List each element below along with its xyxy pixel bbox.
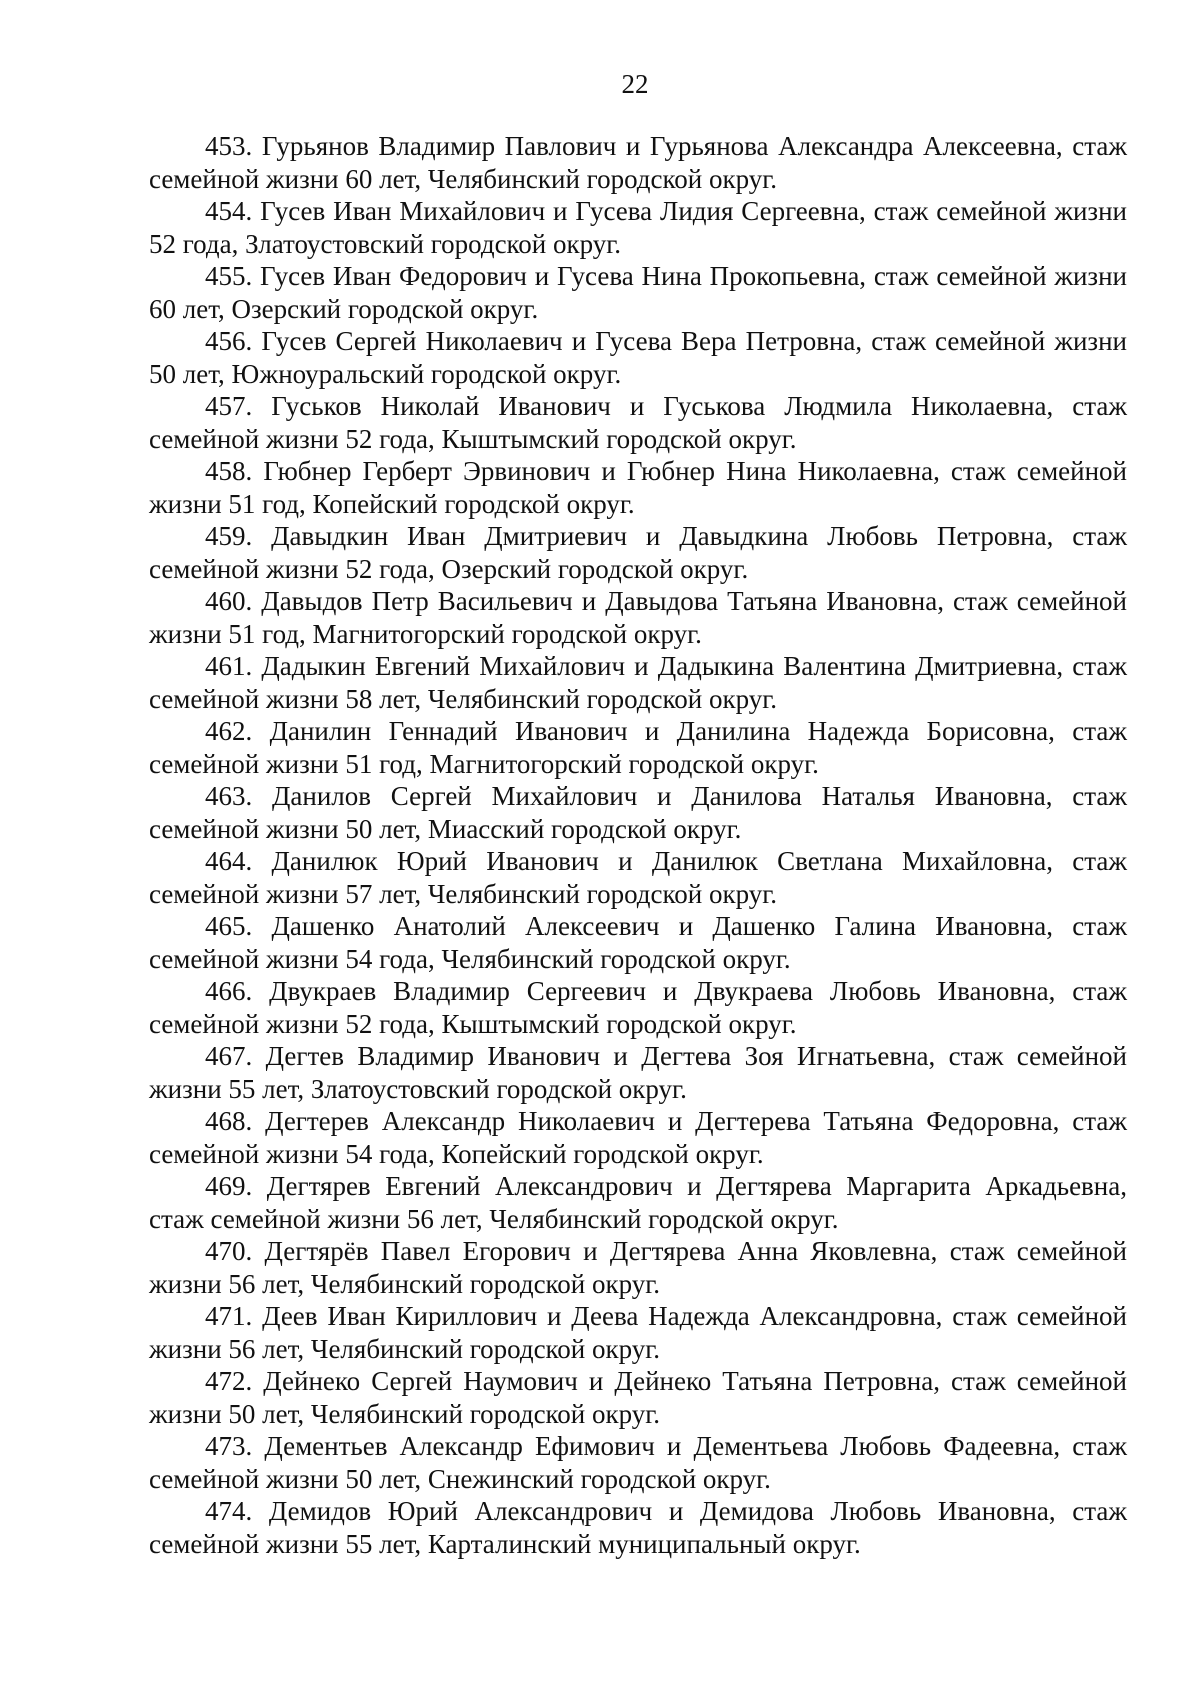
list-item: 459. Давыдкин Иван Дмитриевич и Давыдкина Любовь Петровна, стаж семейной жизни 52 года, Озерский городской округ. [149, 521, 1127, 584]
list-item: 456. Гусев Сергей Николаевич и Гусева Вера Петровна, стаж семейной жизни 50 лет, Южноуральский городской округ. [149, 326, 1127, 389]
list-item: 469. Дегтярев Евгений Александрович и Дегтярева Маргарита Аркадьевна, стаж семейной жизни 56 лет, Челябинский городской округ. [149, 1171, 1127, 1234]
list-item: 457. Гуськов Николай Иванович и Гуськова Людмила Николаевна, стаж семейной жизни 52 года, Кыштымский городской округ. [149, 391, 1127, 454]
list-item: 461. Дадыкин Евгений Михайлович и Дадыкина Валентина Дмитриевна, стаж семейной жизни 58 лет, Челябинский городской округ. [149, 651, 1127, 714]
list-item: 460. Давыдов Петр Васильевич и Давыдова Татьяна Ивановна, стаж семейной жизни 51 год, Магнитогорский городской округ. [149, 586, 1127, 649]
list-item: 455. Гусев Иван Федорович и Гусева Нина Прокопьевна, стаж семейной жизни 60 лет, Озерский городской округ. [149, 261, 1127, 324]
list-item: 468. Дегтерев Александр Николаевич и Дегтерева Татьяна Федоровна, стаж семейной жизни 54 года, Копейский городской округ. [149, 1106, 1127, 1169]
list-item: 465. Дашенко Анатолий Алексеевич и Дашенко Галина Ивановна, стаж семейной жизни 54 года, Челябинский городской округ. [149, 911, 1127, 974]
list-item: 474. Демидов Юрий Александрович и Демидова Любовь Ивановна, стаж семейной жизни 55 лет, Карталинский муниципальный округ. [149, 1496, 1127, 1559]
list-item: 454. Гусев Иван Михайлович и Гусева Лидия Сергеевна, стаж семейной жизни 52 года, Златоустовский городской округ. [149, 196, 1127, 259]
list-item: 473. Дементьев Александр Ефимович и Дементьева Любовь Фадеевна, стаж семейной жизни 50 лет, Снежинский городской округ. [149, 1431, 1127, 1494]
list-item: 463. Данилов Сергей Михайлович и Данилова Наталья Ивановна, стаж семейной жизни 50 лет, Миасский городской округ. [149, 781, 1127, 844]
list-item: 462. Данилин Геннадий Иванович и Данилина Надежда Борисовна, стаж семейной жизни 51 год, Магнитогорский городской округ. [149, 716, 1127, 779]
list-item: 466. Двукраев Владимир Сергеевич и Двукраева Любовь Ивановна, стаж семейной жизни 52 года, Кыштымский городской округ. [149, 976, 1127, 1039]
list-item: 467. Дегтев Владимир Иванович и Дегтева Зоя Игнатьевна, стаж семейной жизни 55 лет, Златоустовский городской округ. [149, 1041, 1127, 1104]
list-item: 464. Данилюк Юрий Иванович и Данилюк Светлана Михайловна, стаж семейной жизни 57 лет, Челябинский городской округ. [149, 846, 1127, 909]
list-item: 472. Дейнеко Сергей Наумович и Дейнеко Татьяна Петровна, стаж семейной жизни 50 лет, Челябинский городской округ. [149, 1366, 1127, 1429]
page-number: 22 [621, 69, 649, 99]
list-item: 458. Гюбнер Герберт Эрвинович и Гюбнер Нина Николаевна, стаж семейной жизни 51 год, Копейский городской округ. [149, 456, 1127, 519]
entry-list [149, 130, 1127, 1560]
list-item: 470. Дегтярёв Павел Егорович и Дегтярева Анна Яковлевна, стаж семейной жизни 56 лет, Челябинский городской округ. [149, 1236, 1127, 1299]
list-item: 471. Деев Иван Кириллович и Деева Надежда Александровна, стаж семейной жизни 56 лет, Челябинский городской округ. [149, 1301, 1127, 1364]
list-item: 453. Гурьянов Владимир Павлович и Гурьянова Александра Алексеевна, стаж семейной жизни 60 лет, Челябинский городской округ. [149, 131, 1127, 194]
